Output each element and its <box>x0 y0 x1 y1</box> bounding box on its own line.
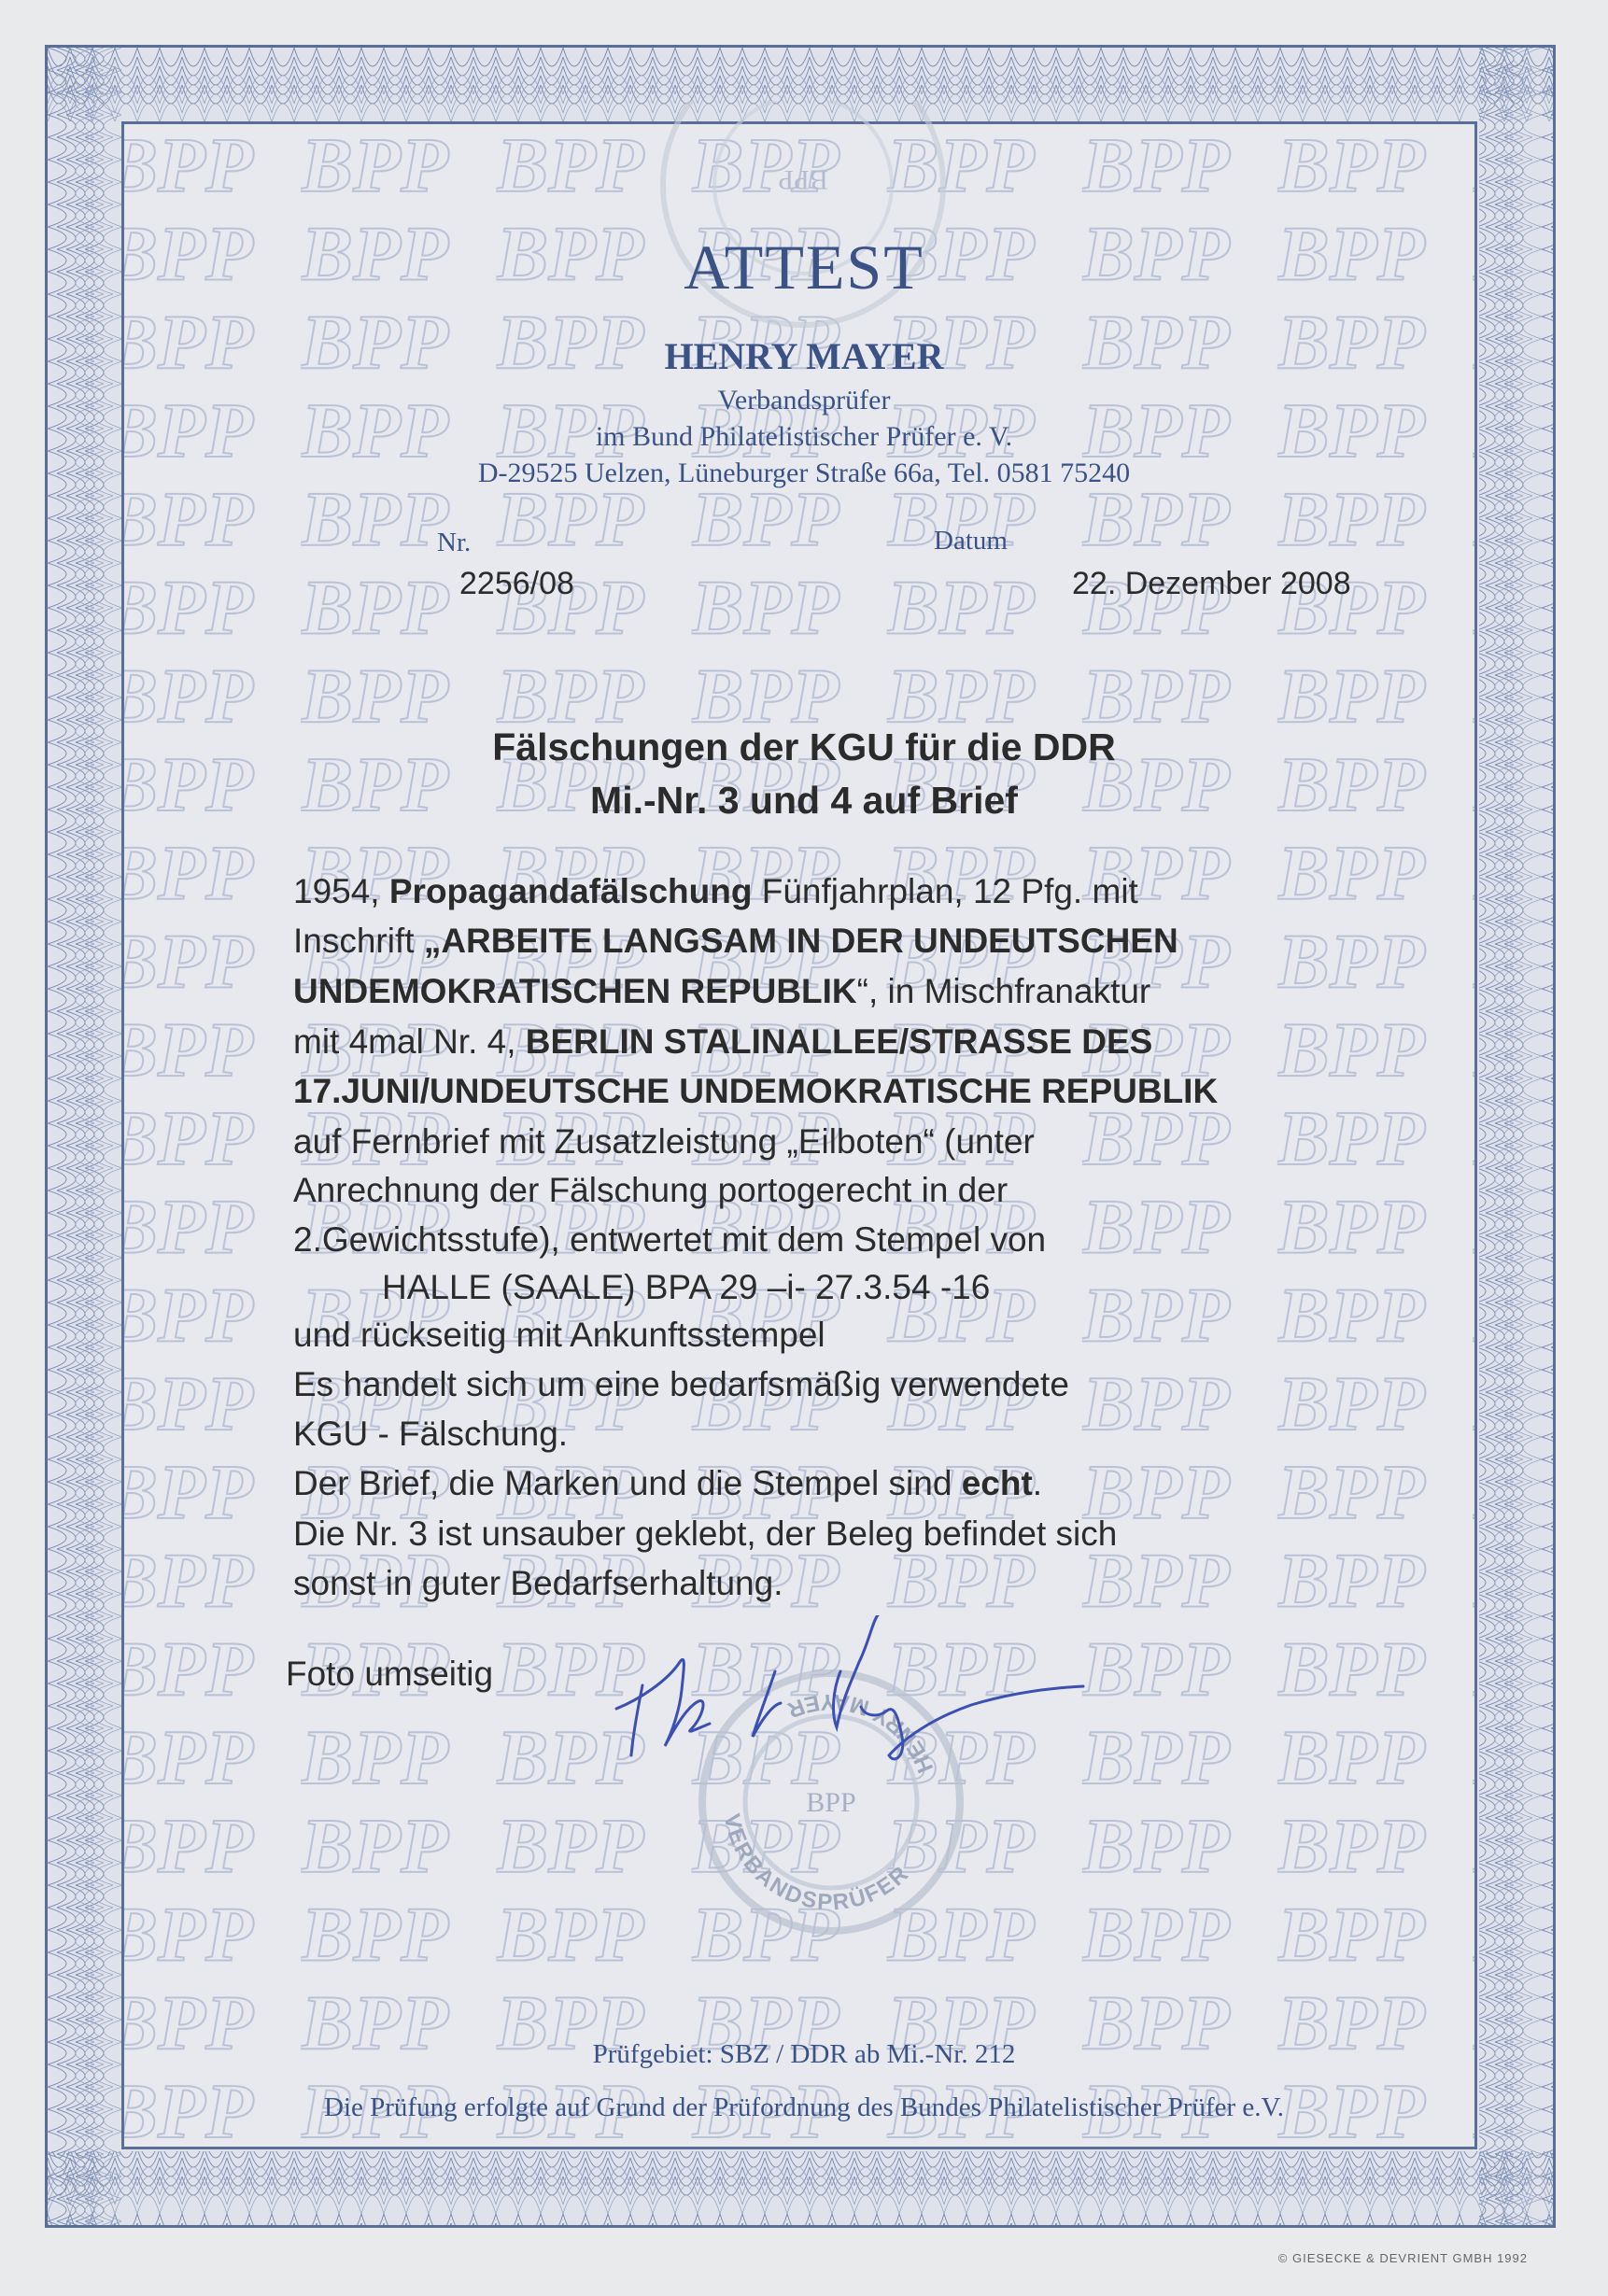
datum-label: Datum <box>934 526 1008 556</box>
nr-value: 2256/08 <box>459 566 574 601</box>
printer-copyright: © GIESECKE & DEVRIENT GMBH 1992 <box>1277 2251 1528 2265</box>
subject-line-2: Mi.-Nr. 3 und 4 auf Brief <box>590 779 1018 822</box>
body-line-3: UNDEMOKRATISCHEN REPUBLIK“, in Mischfranaktur <box>293 972 1151 1010</box>
nr-label: Nr. <box>437 528 472 557</box>
body-line-4: mit 4mal Nr. 4, BERLIN STALINALLEE/STRASSE DES <box>293 1022 1153 1061</box>
certificate-title: ATTEST <box>684 232 924 303</box>
foto-note: Foto umseitig <box>286 1655 494 1693</box>
subject-line-1: Fälschungen der KGU für die DDR <box>492 725 1116 768</box>
examination-statement: Die Prüfung erfolgte auf Grund der Prüfordnung des Bundes Philatelistischer Prüfer e.V. <box>324 2092 1284 2122</box>
body-line-10: und rückseitig mit Ankunftsstempel <box>293 1316 825 1354</box>
seal-ring-text: VERBANDSPRÜFER <box>718 1811 915 1916</box>
body-line-9: HALLE (SAALE) BPA 29 –i- 27.3.54 -16 <box>382 1268 991 1306</box>
body-line-2: Inschrift „ARBEITE LANGSAM IN DER UNDEUTSCHEN <box>293 922 1178 960</box>
body-line-15: sonst in guter Bedarfserhaltung. <box>293 1564 783 1602</box>
body-line-12: KGU - Fälschung. <box>293 1415 569 1453</box>
examiner-address: D-29525 Uelzen, Lüneburger Straße 66a, Tel. 0581 75240 <box>477 458 1131 488</box>
body-line-5: 17.JUNI/UNDEUTSCHE UNDEMOKRATISCHE REPUBLIK <box>293 1072 1219 1110</box>
pruefgebiet: Prüfgebiet: SBZ / DDR ab Mi.-Nr. 212 <box>592 2039 1016 2069</box>
seal-center-text: BPP <box>806 1787 856 1818</box>
body-line-8: 2.Gewichtsstufe), entwertet mit dem Stempel von <box>293 1220 1047 1259</box>
handwritten-signature <box>598 1615 1102 1765</box>
examiner-role: Verbandsprüfer <box>717 385 891 416</box>
examiner-association: im Bund Philatelistischer Prüfer e. V. <box>595 421 1013 452</box>
examiner-name: HENRY MAYER <box>664 335 944 377</box>
body-line-7: Anrechnung der Fälschung portogerecht in der <box>293 1171 1009 1209</box>
body-line-6: auf Fernbrief mit Zusatzleistung „Eilboten“ (unter <box>293 1122 1035 1161</box>
body-line-14: Die Nr. 3 ist unsauber geklebt, der Beleg befindet sich <box>293 1514 1118 1553</box>
body-line-11: Es handelt sich um eine bedarfsmäßig verwendete <box>293 1365 1069 1403</box>
seal-name-text: HENRY MAYER <box>782 1688 939 1777</box>
seal-top-text: BPP <box>778 164 828 195</box>
body-line-13: Der Brief, die Marken und die Stempel sind echt. <box>293 1464 1043 1502</box>
body-line-1: 1954, Propagandafälschung Fünfjahrplan, 12 Pfg. mit <box>293 872 1138 910</box>
datum-value: 22. Dezember 2008 <box>1072 566 1351 601</box>
